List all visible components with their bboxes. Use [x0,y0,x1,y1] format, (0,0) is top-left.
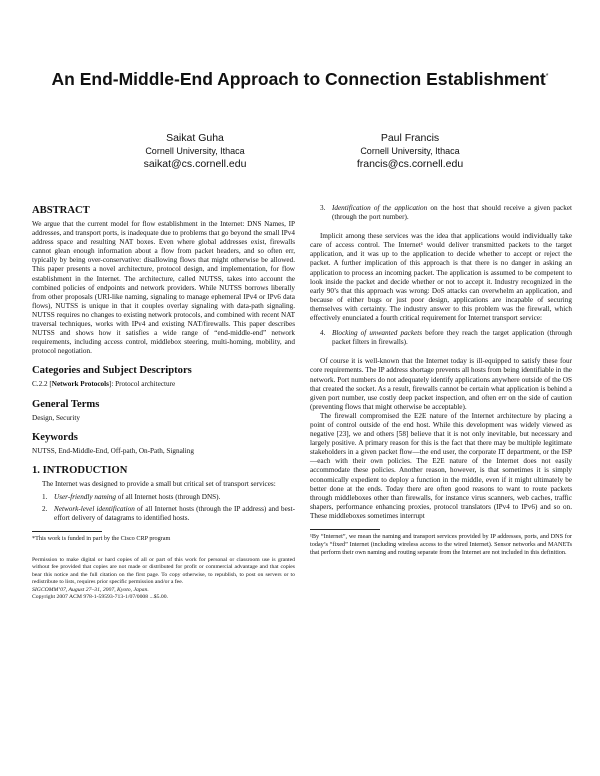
list-number: 3. [320,204,326,212]
categories-code: C.2.2 [ [32,380,52,389]
list-number: 1. [42,492,48,501]
right-column [310,204,572,556]
categories-heading: Categories and Subject Descriptors [32,365,192,377]
list-item [310,329,572,347]
requirements-list-item4 [310,329,572,347]
categories-rest: ]: Protocol architecture [108,380,176,389]
list-item-text: on the host that should receive a given packet (through the port number). [332,204,572,222]
list-item-italic: Network-level identification [54,504,135,513]
introduction-heading: 1. INTRODUCTION [32,464,128,476]
body-paragraph: Implicit among these services was the idea that applications would individually take care of access control. The Internet¹ would deliver transmitted packets to the target application, and it was up to the application to decide whether to accept or reject the packet. A further implication of this approach is that there is no danger in asking an application to process an incoming packet. The application is assumed to be competent to look inside the packet and decide whether or not to accept it. Industry recognized in the early 90’s that this approach was wrong: DoS attacks can overwhelm an application, and because of either bugs or just poor design, applications are incapable of securing themselves with certainty. The industry answer to this problem was the firewall, which effectively enunciated a fourth critical requirement for Internet transport service: [310,232,572,323]
list-number: 2. [42,504,48,513]
abstract-heading: ABSTRACT [32,205,90,216]
list-item [32,505,295,523]
paper-title [40,66,560,90]
categories-text [32,380,295,389]
author-affiliation: Cornell University, Ithaca [145,146,245,156]
body-paragraph: Of course it is well-known that the Internet today is ill-equipped to satisfy these four core requirements. The IP address shortage prevents all hosts from being identifiable in the network. Port numbers do not adequately identify applications anywhere outside of the OS that created the socket. As a result, firewalls cannot be certain what application is behind a given port number, use costly deep packet inspection, and often err on the side of caution (preventing flows that might otherwise be acceptable). [310,357,572,411]
keywords-heading: Keywords [32,431,78,443]
general-terms-text: Design, Security [32,413,80,422]
author-affiliation: Cornell University, Ithaca [360,146,460,156]
footnote-rule [32,531,102,532]
requirements-list-continued [310,204,572,222]
left-column [32,204,295,602]
copyright-notice: Copyright 2007 ACM 978-1-59593-713-1/07/0008 ...$5.00. [32,594,169,601]
list-number: 4. [320,329,326,338]
list-item-text: of all Internet hosts (through the IP address) and best-effort delivery of datagrams to identified hosts. [54,504,295,522]
author-name: Saikat Guha [166,132,224,144]
author-block-2 [295,132,525,171]
services-list [32,493,295,523]
conference-name: SIGCOMM’07, August 27–31, 2007, Kyoto, Japan. [32,586,149,593]
list-item-italic: User-friendly naming [54,492,116,501]
internet-footnote: ¹By “Internet”, we mean the naming and transport services provided by IP addresses, ports, and DNS for today’s “fixed” Internet (including wireless access to the wired Internet). Sensor networks and MANETs that perform their own naming and routing separate from the Internet are not included in this definition. [310,533,572,556]
general-terms-heading: General Terms [32,398,100,410]
paper-title-text: An End-Middle-End Approach to Connection Establishment [51,68,546,89]
footnote-rule [310,529,380,530]
title-footnote-marker: * [545,73,549,80]
keywords-text: NUTSS, End-Middle-End, Off-path, On-Path, Signaling [32,446,194,455]
introduction-text: The Internet was designed to provide a small but critical set of transport services: [42,479,276,488]
abstract-text: We argue that the current model for flow establishment in the Internet: DNS Names, IP addresses, and transport ports, is inadequate due to problems that go beyond the small IPv4 address space and resulting NAT boxes. Even where global addresses exist, firewalls cannot glean enough information about a flow from packet headers, and so often err, typically by being over-conservative: disallowing flows that might otherwise be allowed. This paper presents a novel architecture, protocol design, and implementation, for flow establishment in the Internet. The architecture, called NUTSS, takes into account the combined policies of endpoints and network providers. While NUTSS borrows liberally from other proposals (URI-like naming, signaling to manage ephemeral IPv4 or IPv6 data flows), NUTSS is unique in that it couples overlay signaling with data-path signaling. NUTSS requires no changes to existing network protocols, and combined with recent NAT traversal techniques, works with IPv4 and existing NAT/firewalls. This paper describes NUTSS and shows how it satisfies a wide range of “end-middle-end” network requirements, including access control, middlebox steering, multi-homing, mobility, and protocol negotiation. [32,220,295,356]
author-name: Paul Francis [380,132,440,144]
author-block-1 [80,132,310,171]
permission-notice: Permission to make digital or hard copies of all or part of this work for personal or classroom use is granted without fee provided that copies are not made or distributed for profit or commercial advantage and that copies bear this notice and the full citation on the first page. To copy otherwise, to republish, to post on servers or to redistribute to lists, requires prior specific permission and/or a fee. [32,556,295,586]
author-email: saikat@cs.cornell.edu [143,158,247,170]
author-email: francis@cs.cornell.edu [356,158,464,170]
body-paragraph: The firewall compromised the E2E nature of the Internet architecture by placing a point of control outside of the end host. While this development was widely viewed as negative [23], we and others [58] believe that it is not only inevitable, but necessary and largely positive. A primary reason for this is the fact that there may be multiple legitimate stakeholders in a given packet flow—the end user, the corporate IT department, or the ISP—each with their own policies. The E2E nature of the Internet does not easily accommodate these policies. Another reason, however, is that sometimes it is simply economically expedient to deploy a function in the middle, even if it might ultimately be better done at the ends. Today there are often good reasons to want to route packets through middleboxes other than firewalls, for instance virus scanners, web caches, traffic shapers, performance enhancing proxies, protocol translators (IPv4 to IPv6) and so on. These middleboxes sometimes interrupt [310,411,572,520]
categories-bold: Network Protocols [51,380,109,389]
list-item-text: of all Internet hosts (through DNS). [115,492,221,501]
funding-footnote: *This work is funded in part by the Cisco CRP program [32,535,171,543]
list-item-text: before they reach the target application (through packet filters in firewalls). [332,329,572,347]
list-item [32,493,295,502]
list-item [310,204,572,222]
list-item-italic: Identification of the application [332,204,428,212]
list-item-italic: Blocking of unwanted packets [332,329,423,338]
